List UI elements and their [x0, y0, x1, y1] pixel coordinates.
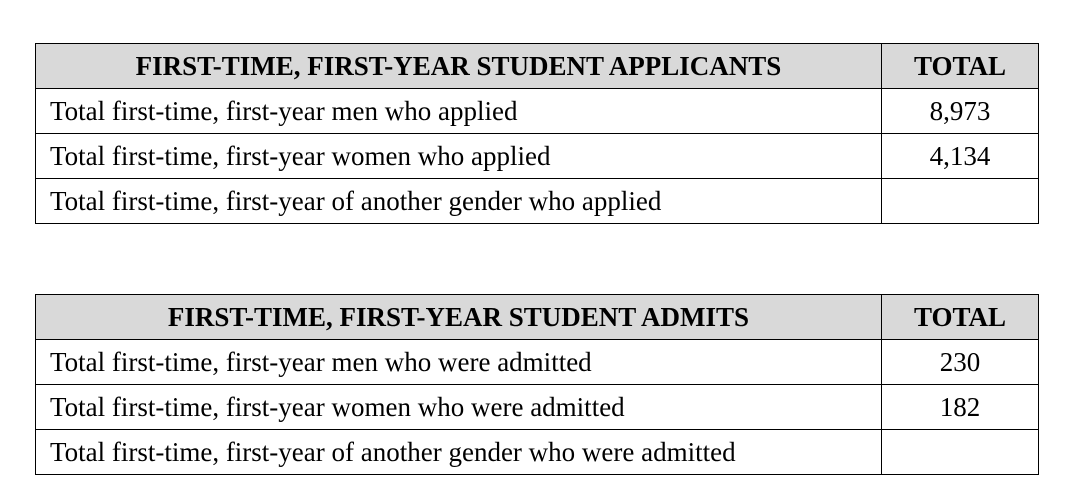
applicants-header: FIRST-TIME, FIRST-YEAR STUDENT APPLICANTS: [36, 44, 882, 89]
admits-header-row: [36, 295, 1039, 340]
row-label: Total first-time, first-year women who applied: [36, 134, 882, 179]
admits-total-header: TOTAL: [882, 295, 1039, 340]
applicants-header-row: [36, 44, 1039, 89]
row-value: [882, 179, 1039, 224]
row-label: Total first-time, first-year of another gender who applied: [36, 179, 882, 224]
applicants-table: [35, 43, 1039, 224]
row-value: 182: [882, 385, 1039, 430]
admits-table: [35, 294, 1039, 475]
table-row: [36, 89, 1039, 134]
row-label: Total first-time, first-year men who were admitted: [36, 340, 882, 385]
table-row: [36, 430, 1039, 475]
row-label: Total first-time, first-year men who applied: [36, 89, 882, 134]
table-row: [36, 340, 1039, 385]
table-row: [36, 134, 1039, 179]
row-value: 230: [882, 340, 1039, 385]
row-value: 4,134: [882, 134, 1039, 179]
row-label: Total first-time, first-year women who were admitted: [36, 385, 882, 430]
row-value: 8,973: [882, 89, 1039, 134]
table-row: [36, 385, 1039, 430]
row-value: [882, 430, 1039, 475]
admits-header: FIRST-TIME, FIRST-YEAR STUDENT ADMITS: [36, 295, 882, 340]
applicants-total-header: TOTAL: [882, 44, 1039, 89]
table-row: [36, 179, 1039, 224]
row-label: Total first-time, first-year of another gender who were admitted: [36, 430, 882, 475]
